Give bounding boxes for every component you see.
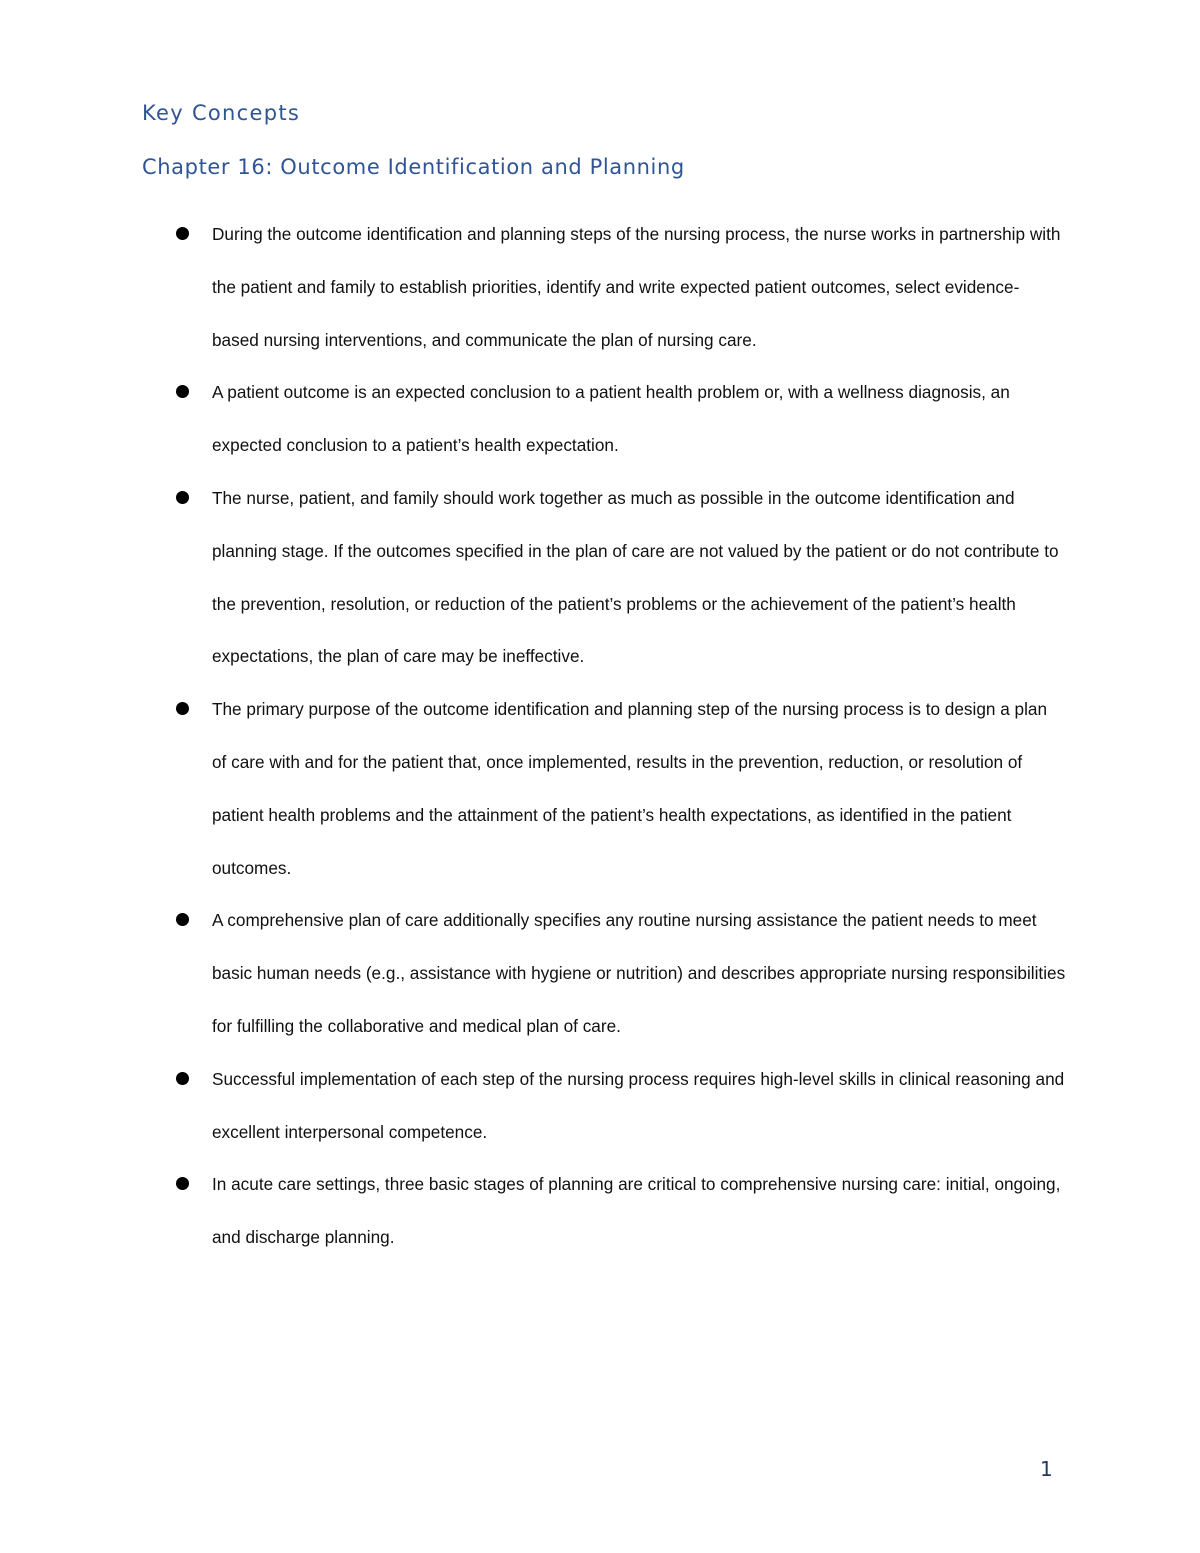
bullet-icon bbox=[176, 1072, 189, 1085]
bullet-icon bbox=[176, 491, 189, 504]
list-item bbox=[176, 1158, 1066, 1264]
key-concepts-list bbox=[176, 208, 1066, 1264]
list-item bbox=[176, 366, 1066, 472]
list-item bbox=[176, 208, 1066, 366]
list-item-text: During the outcome identification and planning steps of the nursing process, the nurse works in partnership with the patient and family to establish priorities, identify and write expected patient outcomes, select evidence-based nursing interventions, and communicate the plan of nursing care. bbox=[212, 224, 1061, 350]
list-item bbox=[176, 683, 1066, 894]
bullet-icon bbox=[176, 1177, 189, 1190]
list-item bbox=[176, 472, 1066, 683]
page-number: 1 bbox=[1040, 1457, 1053, 1481]
list-item bbox=[176, 1053, 1066, 1159]
bullet-icon bbox=[176, 702, 189, 715]
list-item-text: The nurse, patient, and family should work together as much as possible in the outcome identification and planning stage. If the outcomes specified in the plan of care are not valued by the patient or do not contribute to the prevention, resolution, or reduction of the patient’s problems or the achievement of the patient’s health expectations, the plan of care may be ineffective. bbox=[212, 487, 1059, 667]
list-item-text: A patient outcome is an expected conclusion to a patient health problem or, with a wellness diagnosis, an expected conclusion to a patient’s health expectation. bbox=[212, 382, 1010, 456]
list-item-text: A comprehensive plan of care additionally specifies any routine nursing assistance the patient needs to meet basic human needs (e.g., assistance with hygiene or nutrition) and describes appropriate nursing responsibilities for fulfilling the collaborative and medical plan of care. bbox=[212, 910, 1066, 1036]
list-item-text: The primary purpose of the outcome identification and planning step of the nursing process is to design a plan of care with and for the patient that, once implemented, results in the prevention, reduction, or resolution of patient health problems and the attainment of the patient’s health expectations, as identified in the patient outcomes. bbox=[212, 699, 1048, 878]
chapter-title: Chapter 16: Outcome Identification and Planning bbox=[142, 155, 685, 179]
bullet-icon bbox=[176, 227, 189, 240]
document-title: Key Concepts bbox=[142, 101, 301, 125]
bullet-icon bbox=[176, 385, 189, 398]
list-item-text: In acute care settings, three basic stages of planning are critical to comprehensive nursing care: initial, ongoing, and discharge planning. bbox=[212, 1174, 1061, 1248]
bullet-icon bbox=[176, 913, 189, 926]
list-item bbox=[176, 894, 1066, 1052]
list-item-text: Successful implementation of each step of the nursing process requires high-level skills in clinical reasoning and excellent interpersonal competence. bbox=[212, 1068, 1065, 1142]
